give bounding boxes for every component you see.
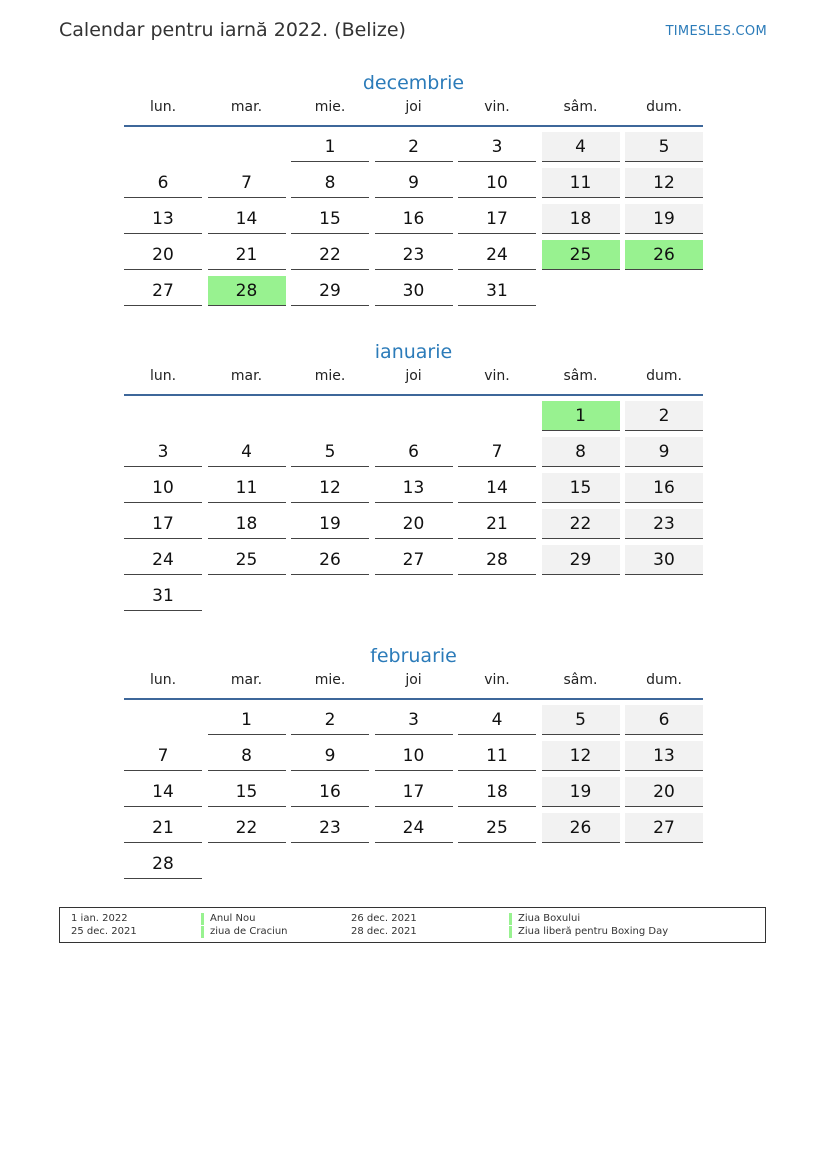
day-cell: 15	[208, 777, 286, 807]
day-cell: 22	[291, 240, 369, 270]
weekday-label: mar.	[230, 368, 263, 384]
day-cell: 13	[124, 204, 202, 234]
day-cell: 13	[625, 741, 703, 771]
day-cell: 1	[291, 132, 369, 162]
weekday-label: mar.	[230, 99, 263, 115]
day-cell: 18	[458, 777, 536, 807]
site-link[interactable]: TIMESLES.COM	[665, 24, 767, 39]
day-cell: 12	[542, 741, 620, 771]
day-cell: 30	[375, 276, 453, 306]
day-cell: 13	[375, 473, 453, 503]
day-cell: 22	[542, 509, 620, 539]
day-cell: 3	[124, 437, 202, 467]
weekday-header	[124, 366, 703, 392]
weekday-label: sâm.	[563, 368, 598, 384]
page-title: Calendar pentru iarnă 2022. (Belize)	[59, 19, 406, 41]
weekday-label: mar.	[230, 672, 263, 688]
holiday-day-cell: 26	[625, 240, 703, 270]
month-block-february	[124, 642, 703, 885]
legend-date: 1 ian. 2022	[71, 913, 128, 924]
weekday-label: dum.	[646, 99, 682, 115]
day-cell: 22	[208, 813, 286, 843]
legend-holiday-name: Anul Nou	[201, 913, 255, 925]
legend-holiday-name: Ziua Boxului	[509, 913, 580, 925]
day-cell: 15	[291, 204, 369, 234]
day-cell: 3	[375, 705, 453, 735]
month-title: decembrie	[362, 72, 465, 94]
day-cell: 12	[625, 168, 703, 198]
day-cell: 20	[375, 509, 453, 539]
day-cell: 7	[124, 741, 202, 771]
day-cell: 21	[208, 240, 286, 270]
day-cell: 11	[458, 741, 536, 771]
day-cell: 8	[542, 437, 620, 467]
empty-cell	[208, 132, 286, 162]
day-cell: 8	[208, 741, 286, 771]
day-cell: 10	[458, 168, 536, 198]
day-cell: 9	[375, 168, 453, 198]
weekday-label: mie.	[314, 672, 346, 688]
day-cell: 23	[375, 240, 453, 270]
day-cell: 4	[208, 437, 286, 467]
day-cell: 9	[291, 741, 369, 771]
day-cell: 4	[458, 705, 536, 735]
day-cell: 29	[291, 276, 369, 306]
day-cell: 16	[291, 777, 369, 807]
day-cell: 30	[625, 545, 703, 575]
month-title: februarie	[370, 645, 457, 667]
day-cell: 10	[124, 473, 202, 503]
month-title: ianuarie	[374, 341, 453, 363]
day-cell: 4	[542, 132, 620, 162]
holiday-legend	[59, 907, 766, 943]
day-cell: 19	[291, 509, 369, 539]
day-cell: 5	[542, 705, 620, 735]
holiday-day-cell: 28	[208, 276, 286, 306]
day-cell: 17	[458, 204, 536, 234]
day-cell: 9	[625, 437, 703, 467]
day-cell: 24	[375, 813, 453, 843]
day-cell: 19	[542, 777, 620, 807]
weekday-label: joi	[405, 672, 422, 688]
day-cell: 11	[208, 473, 286, 503]
day-cell: 7	[208, 168, 286, 198]
day-cell: 20	[124, 240, 202, 270]
weekday-label: vin.	[484, 368, 510, 384]
day-cell: 24	[124, 545, 202, 575]
empty-cell	[291, 401, 369, 431]
day-cell: 27	[375, 545, 453, 575]
day-cell: 17	[375, 777, 453, 807]
day-cell: 14	[458, 473, 536, 503]
day-cell: 12	[291, 473, 369, 503]
weekday-header	[124, 670, 703, 696]
month-block-december	[124, 69, 703, 312]
day-cell: 28	[458, 545, 536, 575]
weekday-rule	[124, 394, 703, 396]
weekday-label: vin.	[484, 672, 510, 688]
weekday-label: mie.	[314, 368, 346, 384]
day-cell: 10	[375, 741, 453, 771]
weekday-label: lun.	[149, 368, 177, 384]
day-cell: 5	[625, 132, 703, 162]
day-cell: 16	[625, 473, 703, 503]
day-cell: 15	[542, 473, 620, 503]
day-cell: 6	[124, 168, 202, 198]
day-cell: 21	[458, 509, 536, 539]
weekday-label: joi	[405, 368, 422, 384]
holiday-day-cell: 1	[542, 401, 620, 431]
day-cell: 21	[124, 813, 202, 843]
weekday-label: vin.	[484, 99, 510, 115]
weekday-header	[124, 97, 703, 123]
day-cell: 6	[625, 705, 703, 735]
day-cell: 11	[542, 168, 620, 198]
day-cell: 26	[542, 813, 620, 843]
weekday-label: sâm.	[563, 672, 598, 688]
day-grid	[124, 132, 703, 312]
day-cell: 6	[375, 437, 453, 467]
legend-date: 25 dec. 2021	[71, 926, 137, 937]
day-cell: 27	[625, 813, 703, 843]
day-cell: 2	[291, 705, 369, 735]
empty-cell	[124, 132, 202, 162]
weekday-label: dum.	[646, 368, 682, 384]
day-cell: 7	[458, 437, 536, 467]
day-cell: 14	[124, 777, 202, 807]
weekday-label: joi	[405, 99, 422, 115]
day-cell: 2	[625, 401, 703, 431]
day-cell: 2	[375, 132, 453, 162]
empty-cell	[124, 401, 202, 431]
day-cell: 25	[208, 545, 286, 575]
day-cell: 18	[208, 509, 286, 539]
day-cell: 20	[625, 777, 703, 807]
day-cell: 1	[208, 705, 286, 735]
day-cell: 14	[208, 204, 286, 234]
day-cell: 18	[542, 204, 620, 234]
weekday-rule	[124, 698, 703, 700]
day-cell: 31	[124, 581, 202, 611]
day-cell: 25	[458, 813, 536, 843]
weekday-label: sâm.	[563, 99, 598, 115]
empty-cell	[208, 401, 286, 431]
month-block-january	[124, 338, 703, 617]
legend-holiday-name: ziua de Craciun	[201, 926, 288, 938]
day-cell: 19	[625, 204, 703, 234]
day-cell: 8	[291, 168, 369, 198]
day-cell: 5	[291, 437, 369, 467]
empty-cell	[458, 401, 536, 431]
legend-date: 26 dec. 2021	[351, 913, 417, 924]
day-cell: 3	[458, 132, 536, 162]
empty-cell	[375, 401, 453, 431]
weekday-label: dum.	[646, 672, 682, 688]
holiday-day-cell: 25	[542, 240, 620, 270]
day-cell: 17	[124, 509, 202, 539]
day-cell: 24	[458, 240, 536, 270]
day-cell: 29	[542, 545, 620, 575]
day-cell: 23	[291, 813, 369, 843]
weekday-label: lun.	[149, 672, 177, 688]
day-cell: 16	[375, 204, 453, 234]
day-cell: 28	[124, 849, 202, 879]
empty-cell	[124, 705, 202, 735]
day-cell: 23	[625, 509, 703, 539]
legend-date: 28 dec. 2021	[351, 926, 417, 937]
day-grid	[124, 705, 703, 885]
day-cell: 27	[124, 276, 202, 306]
legend-holiday-name: Ziua liberă pentru Boxing Day	[509, 926, 668, 938]
weekday-label: lun.	[149, 99, 177, 115]
day-cell: 31	[458, 276, 536, 306]
day-grid	[124, 401, 703, 617]
weekday-label: mie.	[314, 99, 346, 115]
day-cell: 26	[291, 545, 369, 575]
weekday-rule	[124, 125, 703, 127]
